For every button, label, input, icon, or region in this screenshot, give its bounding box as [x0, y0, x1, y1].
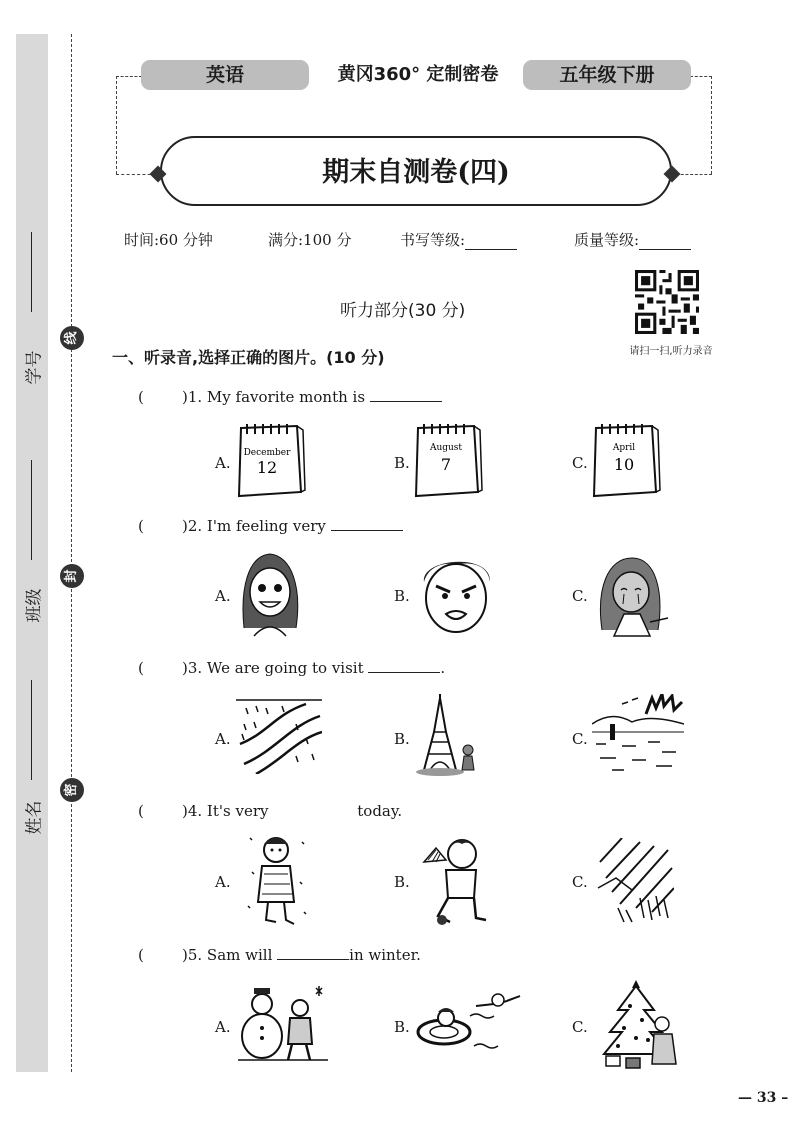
option-b-label[interactable]: B. [394, 1018, 410, 1036]
answer-blank [277, 946, 349, 960]
option-c-label[interactable]: C. [572, 730, 588, 748]
writing-grade [400, 229, 517, 250]
question-3 [138, 659, 445, 677]
calendar-august-image[interactable] [412, 420, 484, 500]
option-b-label[interactable]: B. [394, 730, 410, 748]
question-text: )1. My favorite month is [182, 388, 366, 406]
part1-heading: 一、听录音,选择正确的图片。(10 分) [112, 348, 385, 367]
page-number: — 33 – [738, 1090, 789, 1106]
option-c-label[interactable]: C. [572, 873, 588, 891]
grade-pill: 五年级下册 [523, 60, 691, 90]
option-a-label[interactable]: A. [215, 454, 231, 472]
question-1 [138, 388, 442, 406]
qr-code[interactable] [635, 270, 699, 334]
question-text: )5. Sam will [182, 946, 273, 964]
header-dash-right-v [711, 76, 712, 174]
angry-boy-image[interactable] [414, 552, 498, 638]
option-a-label[interactable]: A. [215, 1018, 231, 1036]
id-fill-line [31, 232, 32, 312]
quality-grade-blank[interactable] [639, 234, 691, 250]
calendar-december-image[interactable] [235, 420, 307, 500]
answer-paren[interactable]: ( [138, 946, 144, 964]
seal-line-mark: 线 [60, 326, 84, 350]
swimming-image[interactable] [414, 986, 524, 1052]
time-info: 时间:60 分钟 [124, 231, 213, 249]
question-5 [138, 946, 421, 964]
lake-scene-image[interactable] [592, 694, 684, 774]
seal-fold-mark: 封 [60, 564, 84, 588]
hot-person-image[interactable] [418, 832, 492, 928]
option-c-label[interactable]: C. [572, 587, 588, 605]
name-fill-line [31, 680, 32, 780]
subject-pill: 英语 [141, 60, 309, 90]
rainy-scene-image[interactable] [596, 838, 674, 926]
writing-grade-label: 书写等级: [400, 231, 466, 249]
question-text-after: . [440, 659, 446, 677]
calendar-month: April [612, 443, 636, 453]
option-a-label[interactable]: A. [215, 730, 231, 748]
happy-girl-image[interactable] [234, 548, 306, 638]
christmas-tree-image[interactable] [596, 976, 680, 1072]
name-label: 姓名 [24, 800, 45, 835]
question-text: )3. We are going to visit [182, 659, 364, 677]
answer-blank [370, 388, 442, 402]
calendar-day: 12 [256, 458, 278, 477]
writing-grade-blank[interactable] [465, 234, 517, 250]
question-2 [138, 517, 403, 535]
page-title: 期末自测卷(四) [322, 157, 510, 188]
quality-grade-label: 质量等级: [574, 231, 640, 249]
option-c-label[interactable]: C. [572, 1018, 588, 1036]
cold-person-image[interactable] [244, 832, 310, 928]
option-a-label[interactable]: A. [215, 587, 231, 605]
question-text: )2. I'm feeling very [182, 517, 326, 535]
river-image[interactable] [236, 694, 322, 774]
option-b-label[interactable]: B. [394, 587, 410, 605]
crying-girl-image[interactable] [594, 552, 678, 638]
calendar-day: 7 [440, 455, 452, 474]
answer-paren[interactable]: ( [138, 388, 144, 406]
seal-secret-mark: 密 [60, 778, 84, 802]
question-4 [138, 802, 402, 820]
header-dash-left [116, 76, 142, 77]
class-fill-line [31, 460, 32, 560]
student-id-label: 学号 [24, 350, 45, 385]
series-title: 黄冈360° 定制密卷 [337, 64, 499, 85]
answer-blank [368, 659, 440, 673]
option-c-label[interactable]: C. [572, 454, 588, 472]
quality-grade [574, 229, 691, 250]
full-score-info: 满分:100 分 [268, 231, 352, 249]
calendar-month: August [429, 443, 463, 453]
question-text: )4. It's very [182, 802, 269, 820]
class-label: 班级 [24, 588, 45, 623]
question-text-after: today. [357, 802, 403, 820]
listening-section-heading: 听力部分(30 分) [340, 301, 466, 321]
header-dash-right-h [676, 174, 712, 175]
header-dash-right [690, 76, 712, 77]
eiffel-tower-image[interactable] [414, 692, 486, 776]
question-text-after: in winter. [349, 946, 421, 964]
calendar-day: 10 [613, 455, 635, 474]
calendar-month: December [243, 448, 291, 458]
answer-paren[interactable]: ( [138, 802, 144, 820]
calendar-april-image[interactable] [590, 420, 662, 500]
fold-line [71, 34, 72, 1072]
snowman-image[interactable] [238, 982, 328, 1064]
option-a-label[interactable]: A. [215, 873, 231, 891]
header-dash-left-v [116, 76, 117, 174]
answer-blank [331, 517, 403, 531]
binding-strip [16, 34, 48, 1072]
option-b-label[interactable]: B. [394, 454, 410, 472]
answer-paren[interactable]: ( [138, 517, 144, 535]
option-b-label[interactable]: B. [394, 873, 410, 891]
answer-paren[interactable]: ( [138, 659, 144, 677]
qr-caption: 请扫一扫,听力录音 [629, 346, 713, 357]
